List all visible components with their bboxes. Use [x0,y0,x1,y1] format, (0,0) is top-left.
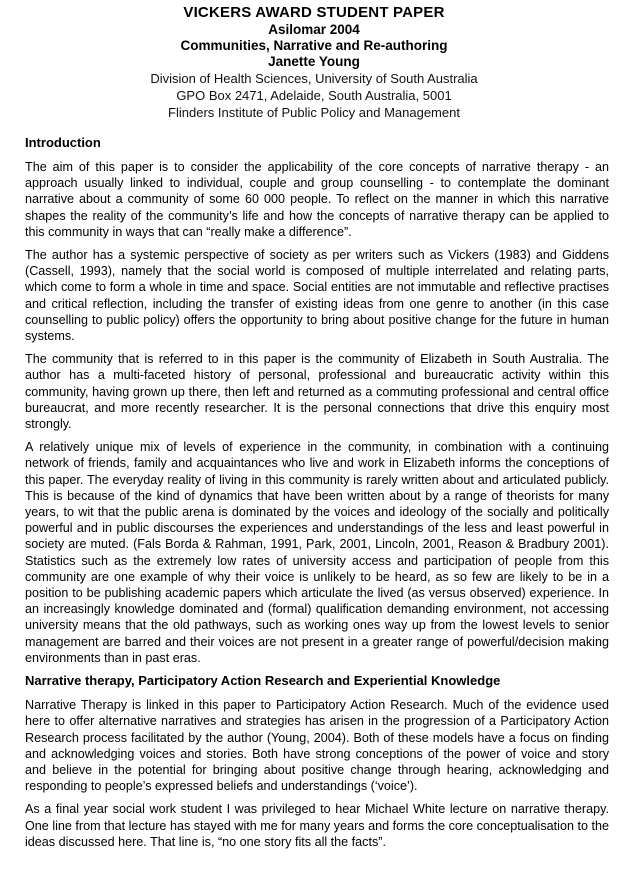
paragraph: The community that is referred to in this paper is the community of Elizabeth in South Australia. The author has a multi-faceted history of personal, professional and bureaucratic activity within this community, having grown up there, then left and returned as a commuting professional and central office bureaucrat, and more recently researcher. It is the personal connections that drive this enquiry most strongly. [25,352,609,432]
paragraph: A relatively unique mix of levels of experience in the community, in combination with a continuing network of friends, family and acquaintances who live and work in Elizabeth informs the conceptions of this paper. The everyday reality of living in this community is rarely written about and articulated publicly. This is because of the kind of dynamics that have been written about by a range of theorists for many years, to wit that the public arena is dominated by the voices and ideology of the socially and politically powerful and in public discourses the experiences and understandings of the less and least powerful in society are muted. (Fals Borda & Rahman, 1991, Park, 2001, Lincoln, 2001, Reason & Bradbury 2001). Statistics such as the extremely low rates of university access and participation of people from this community are one example of why their voice is unlikely to be heard, as so few are likely to be in a position to be publishing academic papers which articulate the lived (as versus observed) experience. In an increasingly knowledge dominated and (formal) qualification demanding environment, not accessing university means that the old pathways, such as working ones way up from the lowest levels to senior management are barred and their voices are not present in a greater range of powerful/decision making environments than in past eras. [25,440,609,665]
paragraph: The aim of this paper is to consider the applicability of the core concepts of narrative therapy - an approach usually linked to individual, couple and group counselling - to contemplate the dominant narrative about a community of some 60 000 people. To reflect on the manner in which this narrative shapes the reality of the community’s life and how the concepts of narrative therapy can be applied to this community in ways that can “really make a difference”. [25,160,609,239]
affiliation-line: GPO Box 2471, Adelaide, South Australia, 5001 [176,88,452,103]
affiliation-line: Flinders Institute of Public Policy and Management [168,105,460,120]
paper-header [0,4,628,121]
section-heading: Narrative therapy, Participatory Action Research and Experiential Knowledge [25,673,501,689]
paper-body [25,135,609,850]
paragraph: As a final year social work student I was privileged to hear Michael White lecture on narrative therapy. One line from that lecture has stayed with me for many years and forms the core conceptualisation to the ideas discussed here. That line is, “no one story fits all the facts”. [25,802,609,849]
section-heading: Introduction [25,135,101,150]
paragraph: The author has a systemic perspective of society as per writers such as Vickers (1983) and Giddens (Cassell, 1993), namely that the social world is composed of multiple interrelated and relating parts, which come to form a whole in time and space. Social entities are not immutable and reflective practises and critical reflection, including the transfer of existing ideas from one genre to another (in this case counselling to public policy) offers the opportunity to bring about positive change for the future in human systems. [25,248,609,344]
event-name: Asilomar 2004 [268,22,360,37]
affiliation-line: Division of Health Sciences, University of South Australia [150,71,478,86]
award-title: VICKERS AWARD STUDENT PAPER [183,4,445,21]
paper-title: Communities, Narrative and Re-authoring [180,38,448,53]
paragraph: Narrative Therapy is linked in this paper to Participatory Action Research. Much of the evidence used here to offer alternative narratives and strategies has arisen in the progression of a Participatory Action Research process facilitated by the author (Young, 2004). Both of these models have a focus on finding and acknowledging voices and stories. Both have strong conceptions of the power of voice and story and believe in the potential for bringing about positive change through hearing, acknowledging and responding to people’s expressed beliefs and understandings (‘voice’). [25,698,609,794]
author-name: Janette Young [268,54,360,69]
